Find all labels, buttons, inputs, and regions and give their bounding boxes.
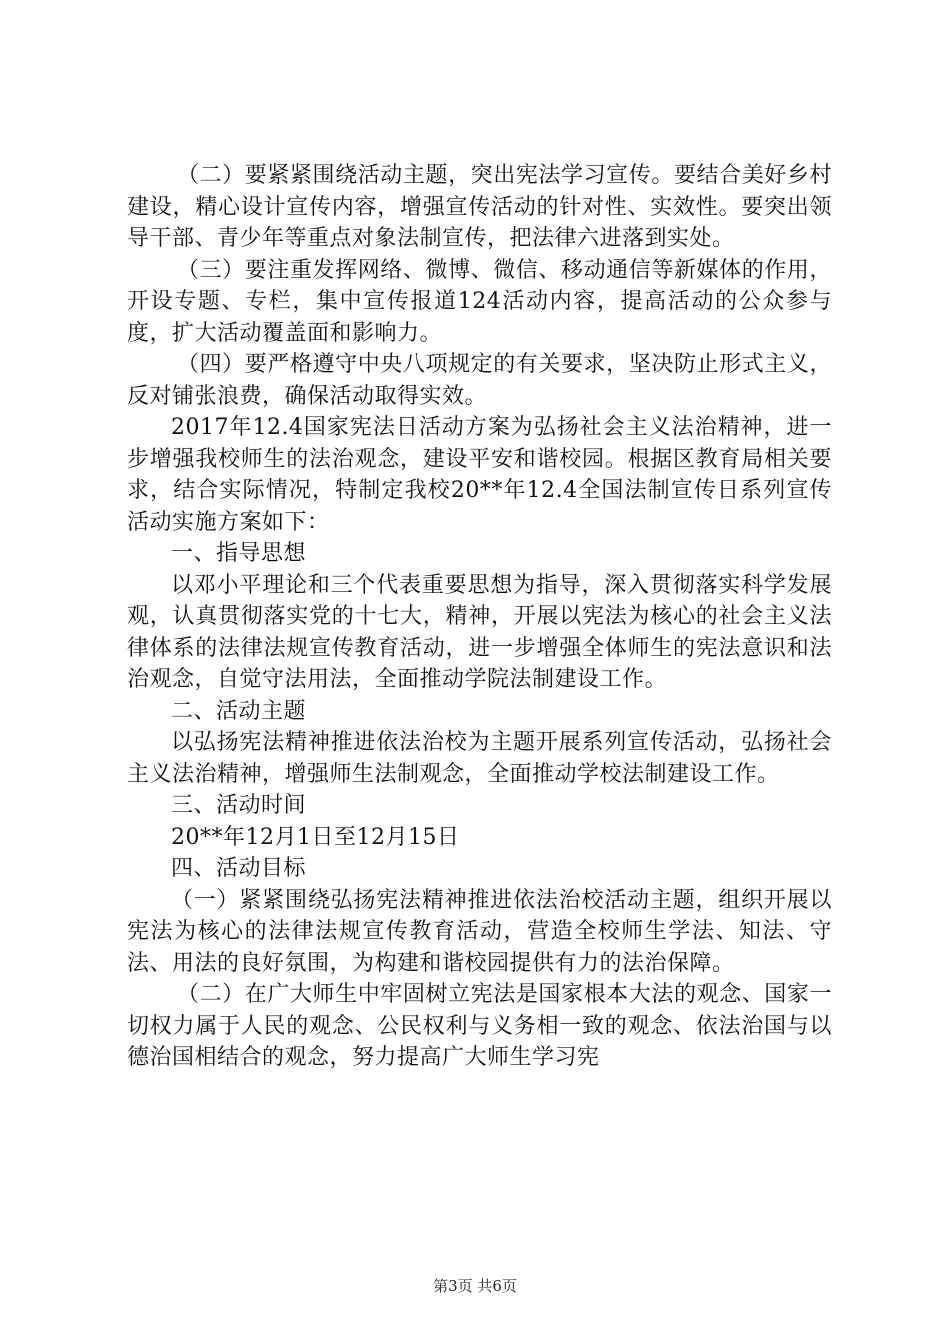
- paragraph-time: 20**年12月1日至12月15日: [171, 824, 460, 850]
- section-heading-goals: 四、活动目标: [171, 856, 307, 881]
- section-heading-time: 三、活动时间: [171, 793, 307, 818]
- paragraph-goal-2: （二）在广大师生中牢固树立宪法是国家根本大法的观念、国家一切权力属于人民的观念、公民权利与义务相一致的观念、依法治国与以德治国相结合的观念，努力提高广大师生学习宪: [127, 982, 832, 1070]
- paragraph-plan-intro: 2017年12.4国家宪法日活动方案为弘扬社会主义法治精神，进一步增强我校师生的法治观念，建设平安和谐校园。根据区教育局相关要求，结合实际情况，特制定我校20**年12.4全国法制宣传日系列宣传活动实施方案如下：: [127, 415, 832, 535]
- paragraph-guiding-thought: 以邓小平理论和三个代表重要思想为指导，深入贯彻落实科学发展观，认真贯彻落实党的十七大，精神，开展以宪法为核心的社会主义法律体系的法律法规宣传教育活动，进一步增强全体师生的宪法意识和法治观念，自觉守法用法，全面推动学院法制建设工作。: [127, 572, 832, 692]
- page-footer: 第3页 共6页: [433, 1277, 517, 1295]
- paragraph-requirement-3: （三）要注重发挥网络、微博、微信、移动通信等新媒体的作用，开设专题、专栏，集中宣传报道124活动内容，提高活动的公众参与度，扩大活动覆盖面和影响力。: [127, 257, 832, 346]
- paragraph-requirement-2: （二）要紧紧围绕活动主题，突出宪法学习宣传。要结合美好乡村建设，精心设计宣传内容，增强宣传活动的针对性、实效性。要突出领导干部、青少年等重点对象法制宣传，把法律六进落到实处。: [127, 163, 832, 251]
- document-body: [127, 160, 832, 1074]
- section-heading-theme: 二、活动主题: [171, 698, 307, 724]
- paragraph-theme: 以弘扬宪法精神推进依法治校为主题开展系列宣传活动，弘扬社会主义法治精神，增强师生法制观念，全面推动学校法制建设工作。: [127, 730, 832, 787]
- paragraph-requirement-4: （四）要严格遵守中央八项规定的有关要求，坚决防止形式主义，反对铺张浪费，确保活动取得实效。: [127, 352, 832, 409]
- paragraph-goal-1: （一）紧紧围绕弘扬宪法精神推进依法治校活动主题，组织开展以宪法为核心的法律法规宣传教育活动，营造全校师生学法、知法、守法、用法的良好氛围，为构建和谐校园提供有力的法治保障。: [127, 887, 832, 976]
- section-heading-guiding-thought: 一、指导思想: [171, 541, 307, 566]
